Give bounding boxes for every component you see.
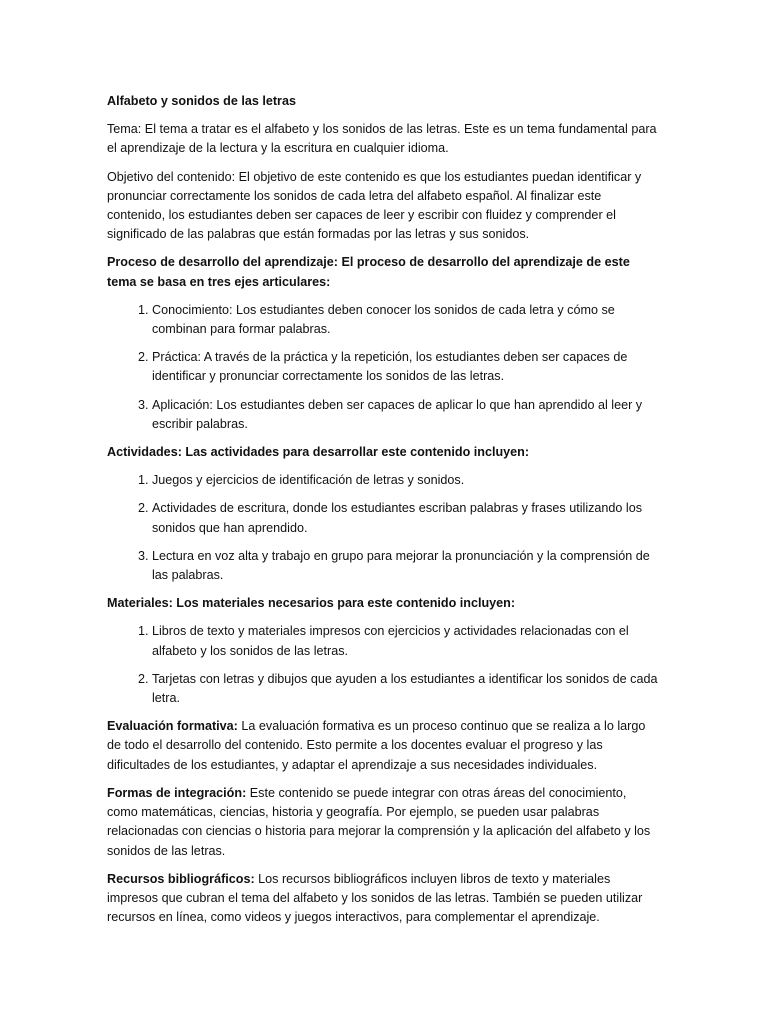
integracion-paragraph <box>107 784 658 861</box>
recursos-text: Los recursos bibliográficos incluyen libros de texto y materiales impresos que cubran el tema del alfabeto y los sonidos de las letras. También se pueden utilizar recursos en línea, como videos y juegos interactivos, para complementar el aprendizaje. <box>107 871 643 925</box>
list-item: 2. Práctica: A través de la práctica y la repetición, los estudiantes deben ser capaces de identificar y pronunciar correctamente los sonidos de las letras. <box>152 348 658 386</box>
actividades-list <box>107 471 658 585</box>
evaluacion-label: Evaluación formativa: <box>107 719 238 734</box>
actividades-heading: Actividades: Las actividades para desarrollar este contenido incluyen: <box>107 445 530 460</box>
materiales-heading: Materiales: Los materiales necesarios para este contenido incluyen: <box>107 596 516 611</box>
evaluacion-text: La evaluación formativa es un proceso continuo que se realiza a lo largo de todo el desarrollo del contenido. Esto permite a los docentes evaluar el progreso y las dificultades de los estudiantes, y adaptar el aprendizaje a sus necesidades individuales. <box>107 719 646 772</box>
integracion-text: Este contenido se puede integrar con otras áreas del conocimiento, como matemáticas, ciencias, historia y geografía. Por ejemplo, se pueden usar palabras relacionadas con ciencias o historia para mejorar la comprensión y la aplicación del alfabeto y los sonidos de las letras. <box>107 785 651 858</box>
objetivo-paragraph: Objetivo del contenido: El objetivo de este contenido es que los estudiantes puedan identificar y pronunciar correctamente los sonidos de cada letra del alfabeto español. Al finalizar este contenido, los estudiantes deben ser capaces de leer y escribir con fluidez y comprender el significado de las palabras que están formadas por las letras y sus sonidos. <box>107 169 642 242</box>
list-item: 3. Aplicación: Los estudiantes deben ser capaces de aplicar lo que han aprendido al leer y escribir palabras. <box>152 396 658 434</box>
list-item: 1. Juegos y ejercicios de identificación de letras y sonidos. <box>152 471 658 490</box>
document-title: Alfabeto y sonidos de las letras <box>107 94 296 108</box>
list-item: 3. Lectura en voz alta y trabajo en grupo para mejorar la pronunciación y la comprensión de las palabras. <box>152 547 658 585</box>
tema-paragraph: Tema: El tema a tratar es el alfabeto y los sonidos de las letras. Este es un tema fundamental para el aprendizaje de la lectura y la escritura en cualquier idioma. <box>107 122 657 156</box>
proceso-heading: Proceso de desarrollo del aprendizaje: El proceso de desarrollo del aprendizaje de este tema se basa en tres ejes articulares: <box>107 255 630 289</box>
evaluacion-paragraph <box>107 717 658 775</box>
integracion-label: Formas de integración: <box>107 785 247 800</box>
recursos-label: Recursos bibliográficos: <box>107 871 255 886</box>
list-item: 1. Conocimiento: Los estudiantes deben conocer los sonidos de cada letra y cómo se combinan para formar palabras. <box>152 301 658 339</box>
proceso-list <box>107 301 658 434</box>
list-item: 1. Libros de texto y materiales impresos con ejercicios y actividades relacionadas con el alfabeto y los sonidos de las letras. <box>152 622 658 660</box>
materiales-list <box>107 622 658 708</box>
list-item: 2. Actividades de escritura, donde los estudiantes escriban palabras y frases utilizando los sonidos que han aprendido. <box>152 499 658 537</box>
recursos-paragraph <box>107 870 658 928</box>
list-item: 2. Tarjetas con letras y dibujos que ayuden a los estudiantes a identificar los sonidos de cada letra. <box>152 670 658 708</box>
